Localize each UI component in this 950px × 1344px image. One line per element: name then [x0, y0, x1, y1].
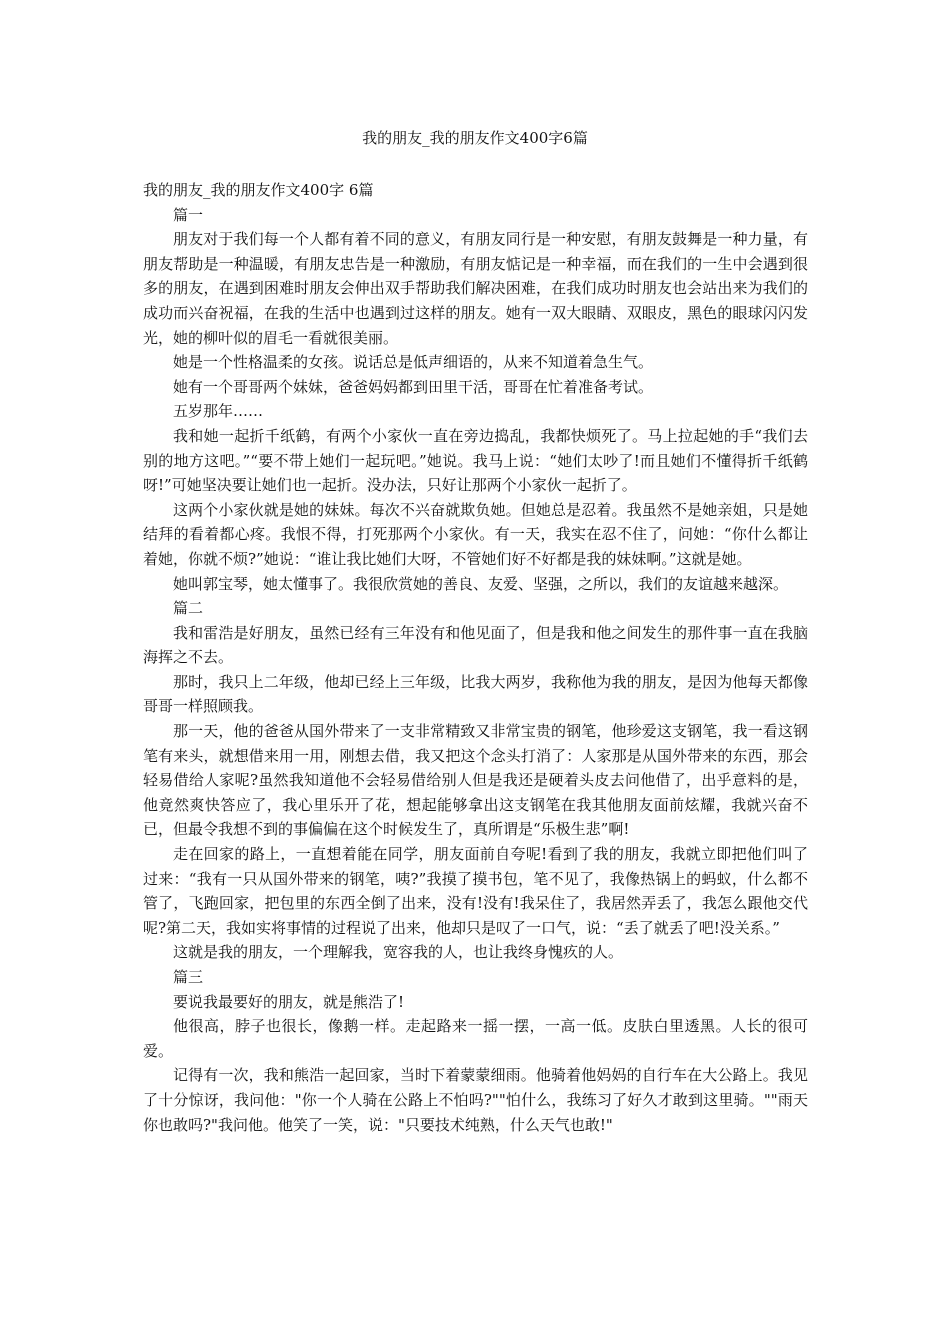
document-title: 我的朋友_我的朋友作文400字6篇 [362, 129, 588, 147]
paragraph: 朋友对于我们每一个人都有着不同的意义，有朋友同行是一种安慰，有朋友鼓舞是一种力量，有朋友帮助是一种温暖，有朋友忠告是一种激励，有朋友惦记是一种幸福，而在我们的一生中会遇到很多的朋友，在遇到困难时朋友会伸出双手帮助我们解决困难，在我们成功时朋友也会站出来为我们的成功而兴奋祝福，在我的生活中也遇到过这样的朋友。她有一双大眼睛、双眼皮，黑色的眼球闪闪发光，她的柳叶似的眉毛一看就很美丽。 [143, 230, 808, 347]
paragraph: 这就是我的朋友，一个理解我，宽容我的人，也让我终身愧疚的人。 [173, 943, 624, 962]
section-heading-2: 篇二 [173, 599, 204, 618]
paragraph: 他很高，脖子也很长，像鹅一样。走起路来一摇一摆，一高一低。皮肤白里透黑。人长的很可爱。 [143, 1017, 808, 1060]
document-body [143, 178, 808, 1137]
paragraph: 她有一个哥哥两个妹妹，爸爸妈妈都到田里干活，哥哥在忙着准备考试。 [173, 377, 654, 396]
paragraph: 走在回家的路上，一直想着能在同学，朋友面前自夸呢!看到了我的朋友，我就立即把他们叫了过来：“我有一只从国外带来的钢笔，咦?”我摸了摸书包，笔不见了，我像热锅上的蚂蚁，什么都不管了，飞跑回家，把包里的东西全倒了出来，没有!没有!我呆住了，我居然弄丢了，我怎么跟他交代呢?第二天，我如实将事情的过程说了出来，他却只是叹了一口气，说：“丢了就丢了吧!没关系。” [143, 845, 808, 937]
section-heading-1: 篇一 [173, 205, 204, 224]
paragraph: 那一天，他的爸爸从国外带来了一支非常精致又非常宝贵的钢笔，他珍爱这支钢笔，我一看这钢笔有来头，就想借来用一用，刚想去借，我又把这个念头打消了：人家那是从国外带来的东西，那会轻易借给人家呢?虽然我知道他不会轻易借给别人但是我还是硬着头皮去问他借了，出乎意料的是，他竟然爽快答应了，我心里乐开了花，想起能够拿出这支钢笔在我其他朋友面前炫耀，我就兴奋不已，但最令我想不到的事偏偏在这个时候发生了，真所谓是“乐极生悲”啊! [143, 722, 808, 839]
paragraph: 要说我最要好的朋友，就是熊浩了! [173, 992, 405, 1011]
paragraph: 五岁那年…… [173, 402, 264, 421]
paragraph: 记得有一次，我和熊浩一起回家，当时下着蒙蒙细雨。他骑着他妈妈的自行车在大公路上。我见了十分惊讶，我问他："你一个人骑在公路上不怕吗?""怕什么，我练习了好久才敢到这里骑。""雨天你也敢吗?"我问他。他笑了一笑，说："只要技术纯熟，什么天气也敢!" [143, 1066, 808, 1134]
section-heading-3: 篇三 [173, 968, 204, 986]
paragraph: 她叫郭宝琴，她太懂事了。我很欣赏她的善良、友爱、坚强，之所以，我们的友谊越来越深。 [173, 574, 789, 593]
paragraph: 这两个小家伙就是她的妹妹。每次不兴奋就欺负她。但她总是忍着。我虽然不是她亲姐，只是她结拜的看着都心疼。我恨不得，打死那两个小家伙。有一天，我实在忍不住了，问她：“你什么都让着她，你就不烦?”她说：“谁让我比她们大呀，不管她们好不好都是我的妹妹啊。”这就是她。 [143, 500, 808, 568]
paragraph: 我和她一起折千纸鹤，有两个小家伙一直在旁边捣乱，我都快烦死了。马上拉起她的手“我们去别的地方这吧。”“要不带上她们一起玩吧。”她说。我马上说：“她们太吵了!而且她们不懂得折千纸鹤呀!”可她坚决要让她们也一起折。没办法，只好让那两个小家伙一起折了。 [143, 426, 808, 495]
paragraph: 她是一个性格温柔的女孩。说话总是低声细语的，从来不知道着急生气。 [173, 353, 654, 372]
article-heading: 我的朋友_我的朋友作文400字 6篇 [143, 181, 374, 199]
paragraph: 我和雷浩是好朋友，虽然已经有三年没有和他见面了，但是我和他之间发生的那件事一直在我脑海挥之不去。 [143, 623, 808, 667]
paragraph: 那时，我只上二年级，他却已经上三年级，比我大两岁，我称他为我的朋友，是因为他每天都像哥哥一样照顾我。 [143, 672, 808, 716]
